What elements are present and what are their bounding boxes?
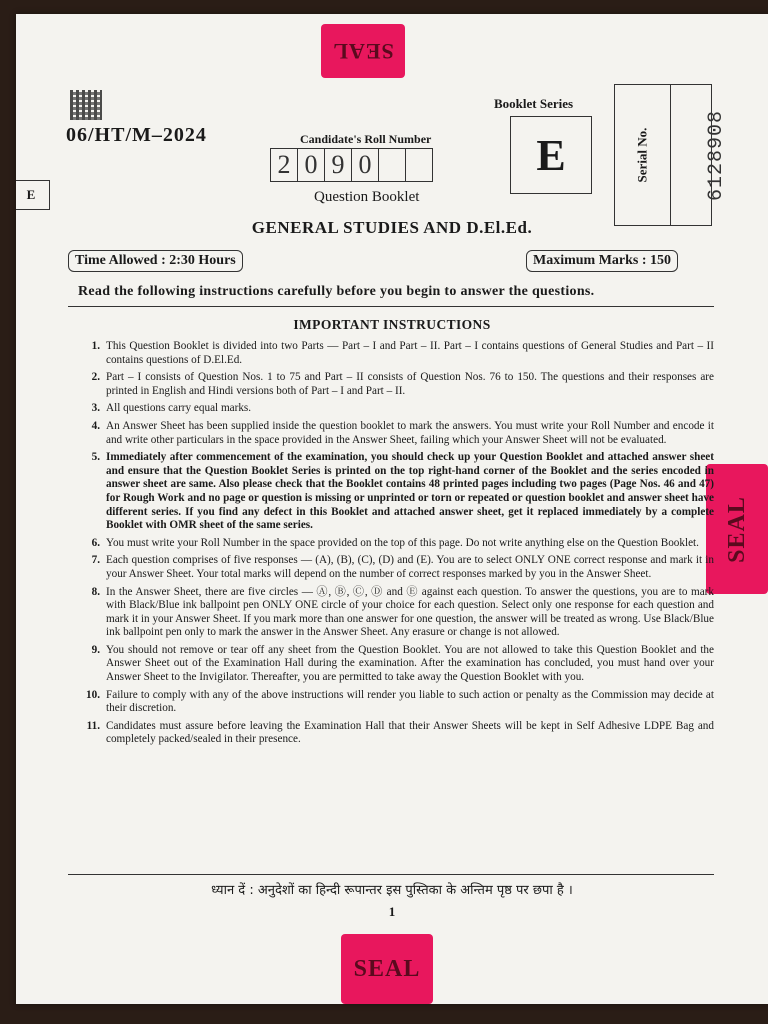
question-booklet-label: Question Booklet [314,189,420,205]
instruction-item [74,554,714,581]
instruction-number: 9. [91,643,100,656]
read-instructions-line: Read the following instructions carefully before you begin to answer the questions. [78,284,595,299]
instruction-number: 1. [91,340,100,352]
important-instructions-heading: IMPORTANT INSTRUCTIONS [293,317,491,332]
instruction-text: In the Answer Sheet, there are five circles — Ⓐ, Ⓑ, Ⓒ, Ⓓ and Ⓔ against each question. To answer the questions, you are to mark with Black/Blue ink ballpoint pen ONLY ONE circle of your choice for each question. Select only one response for each question and mark it in your Answer Sheet. If you mark more than one answer for one question, the answer will be treated as wrong. Use Black/Blue ink ballpoint pen only to mark the answer in the Answer Sheet. Any erasure or change is not allowed. [106,585,714,639]
instruction-text: Each question comprises of five responses — (A), (B), (C), (D) and (E). You are to select ONLY ONE correct response and mark it in your Answer Sheet. Your total marks will depend on the number of correct responses marked by you in the Answer Sheet. [106,554,714,580]
hindi-note: ध्यान दें : अनुदेशों का हिन्दी रूपान्तर इस पुस्तिका के अन्तिम पृष्ठ पर छपा है । [211,883,573,898]
instruction-text: All questions carry equal marks. [106,402,252,415]
instruction-text: This Question Booklet is divided into two Parts — Part – I and Part – II. Part – I contains questions of General Studies and Part – II contains questions of D.El.Ed. [106,340,714,366]
roll-digit: 9 [325,149,352,181]
qr-code-icon [70,90,102,120]
seal-sticker-right [706,464,768,594]
instruction-number: 6. [91,536,100,549]
booklet-series-label: Booklet Series [494,96,574,111]
maximum-marks-badge: Maximum Marks : 150 [526,250,678,272]
roll-digit: 2 [271,149,298,181]
seal-right-label: SEAL [723,495,750,563]
instruction-text: Part – I consists of Question Nos. 1 to 75 and Part – II consists of Question Nos. 76 to 150. The questions and their responses are printed in English and Hindi versions both of Part – I and Part – II. [106,371,714,397]
divider-top [68,306,714,307]
instruction-number: 10. [86,688,100,701]
booklet-series-value: E [510,116,592,194]
booklet-title: GENERAL STUDIES AND D.El.Ed. [251,218,533,237]
roll-digit [406,149,432,181]
serial-value-cell [671,85,762,225]
instruction-number: 4. [91,419,100,432]
instruction-number: 5. [91,451,100,464]
roll-number-boxes [270,148,433,182]
instruction-item [74,689,714,716]
instruction-text: Immediately after commencement of the examination, you should check up your Question Booklet and attached answer sheet and ensure that the Question Booklet Series is printed on the top right-hand corner of the Booklet and the series encoded in answer sheet are same. Also please check that the Booklet contains 48 printed pages including two pages (Page Nos. 46 and 47) for Rough Work and no page or question is missing or unprinted or torn or repeated or question booklet and answer sheet have different series. If you find any defect in this Booklet and attached answer sheet, get it replaced immediately by a complete Booklet with OMR sheet of the same series. [106,451,714,532]
roll-digit: 0 [298,149,325,181]
serial-label-cell [615,85,671,225]
serial-number-label: Serial No. [634,127,650,183]
question-booklet-page [16,14,768,1004]
instruction-number: 8. [91,585,100,598]
instruction-text: Failure to comply with any of the above instructions will render you liable to such action or penalty as the Commission may decide at their discretion. [106,688,714,715]
roll-number-label: Candidate's Roll Number [300,132,432,146]
roll-digit: 0 [352,149,379,181]
instruction-number: 11. [86,719,100,732]
instruction-item [74,720,714,747]
seal-sticker-top: SEAL [321,24,405,78]
instruction-text: An Answer Sheet has been supplied inside the question booklet to mark the answers. You must write your Roll Number and encode it and write other particulars in the space provided in the Answer Sheet, failing which your Answer Sheet will not be evaluated. [106,419,714,446]
instruction-number: 2. [91,371,100,384]
seal-sticker-bottom: SEAL [341,934,433,1004]
exam-code: 06/HT/M–2024 [66,124,207,146]
instruction-item [74,644,714,685]
instruction-item [74,451,714,533]
instruction-text: You must write your Roll Number in the space provided on the top of this page. Do not write anything else on the Question Booklet. [106,536,699,549]
instruction-text: You should not remove or tear off any sheet from the Question Booklet. You are not allowed to take this Question Booklet and the Answer Sheet out of the Examination Hall during the examination. After the examination has concluded, you must hand over your Answer Sheet to the Invigilator. Thereafter, you are permitted to take away the Question Booklet with you. [106,643,714,684]
series-side-tab: E [16,180,50,210]
divider-bottom [68,874,714,875]
instruction-item [74,537,714,551]
page-number: 1 [388,904,396,919]
serial-number-value: 6128908 [704,109,728,201]
instruction-text: Candidates must assure before leaving the Examination Hall that their Answer Sheets will be kept in Self Adhesive LDPE Bag and completely packed/sealed in their presence. [106,719,714,746]
instruction-number: 7. [91,554,100,567]
serial-number-box [614,84,728,226]
instruction-item [74,371,714,398]
instruction-item [74,340,714,367]
instructions-list [74,340,714,751]
instruction-item [74,402,714,416]
time-allowed-badge: Time Allowed : 2:30 Hours [68,250,243,272]
instruction-item [74,586,714,640]
instruction-number: 3. [91,402,100,415]
roll-digit [379,149,406,181]
instruction-item [74,420,714,447]
